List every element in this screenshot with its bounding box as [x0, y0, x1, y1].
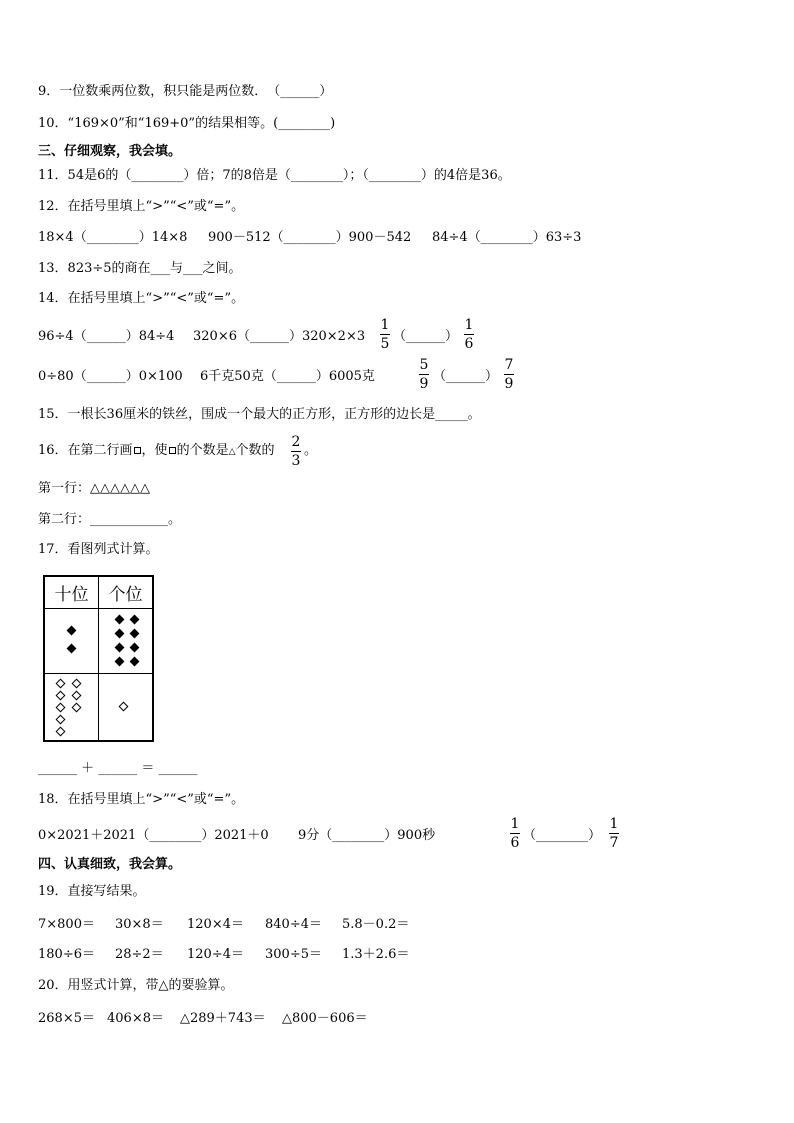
- q12-item-a: 18×4（________）14×8: [38, 230, 188, 245]
- fraction-one-seventh: 1 7: [609, 816, 619, 851]
- tens-hollow-dots: [44, 674, 99, 742]
- question-16: 16．在第二行画 ，使 的个数是△个数的: [38, 443, 275, 458]
- calc-item: △289＋743＝: [180, 1011, 266, 1026]
- small-triangle-icon: △: [228, 447, 236, 457]
- header-ones: 个位: [99, 576, 154, 609]
- tens-filled-dots: [44, 609, 99, 674]
- question-19: 19．直接写结果。: [38, 884, 146, 899]
- q14-item-a: 96÷4（______）84÷4: [38, 329, 175, 344]
- question-13: 13．823÷5的商在___与___之间。: [38, 261, 242, 276]
- place-value-table: [43, 575, 154, 742]
- fraction-one-fifth: 1 5: [380, 317, 390, 352]
- question-10: 10．“169×0”和“169+0”的结果相等。(________): [38, 116, 336, 131]
- question-9: 9．一位数乘两位数，积只能是两位数． （______）: [38, 84, 333, 99]
- q12-item-b: 900－512（________）900－542: [208, 230, 412, 245]
- ones-filled-dots: [99, 609, 154, 674]
- q14-item-b: 320×6（______）320×2×3: [193, 329, 366, 344]
- equation-17: ______ ＋ ______ ＝ ______: [38, 761, 198, 776]
- small-square-icon: [169, 447, 176, 454]
- small-square-icon: [134, 447, 141, 454]
- fraction-one-sixth-b: 1 6: [510, 816, 520, 851]
- header-tens: 十位: [44, 576, 99, 609]
- q14-item-f-blank: （______）: [433, 369, 499, 384]
- fraction-one-sixth: 1 6: [464, 317, 474, 352]
- ones-hollow-dots: [99, 674, 154, 742]
- calc-item: 28÷2＝: [115, 947, 164, 962]
- question-20: 20．用竖式计算，带△的要验算。: [38, 978, 234, 993]
- q14-item-d: 0÷80（______）0×100: [38, 369, 183, 384]
- calc-item: 840÷4＝: [265, 917, 322, 932]
- calc-item: 30×8＝: [115, 917, 164, 932]
- calc-item: 7×800＝: [38, 917, 95, 932]
- q14-item-e: 6千克50克（______）6005克: [200, 369, 375, 384]
- fraction-seven-ninths: 7 9: [504, 357, 514, 392]
- row-one: 第一行：△△△△△△: [38, 481, 150, 496]
- calc-item: 1.3＋2.6＝: [342, 947, 410, 962]
- calc-item: 120÷4＝: [187, 947, 244, 962]
- calc-item: 406×8＝: [107, 1011, 164, 1026]
- fraction-two-thirds: 2 3: [291, 434, 301, 469]
- question-15: 15．一根长36厘米的铁丝，围成一个最大的正方形，正方形的边长是_____。: [38, 407, 481, 422]
- question-11: 11．54是6的（________）倍；7的8倍是（________）；（________）的4倍是36。: [38, 168, 511, 183]
- question-12: 12．在括号里填上“>”“<”或“=”。: [38, 199, 245, 214]
- q12-item-c: 84÷4（________）63÷3: [432, 230, 582, 245]
- calc-item: 5.8－0.2＝: [342, 917, 410, 932]
- row-two: 第二行：____________。: [38, 512, 182, 527]
- calc-item: 300÷5＝: [265, 947, 322, 962]
- question-17: 17．看图列式计算。: [38, 542, 159, 557]
- q18-item-a: 0×2021＋2021（________）2021＋0: [38, 828, 269, 843]
- question-18: 18．在括号里填上“>”“<”或“=”。: [38, 792, 245, 807]
- question-14: 14．在括号里填上“>”“<”或“=”。: [38, 291, 245, 306]
- section-4-heading: 四、认真细致，我会算。: [38, 857, 182, 872]
- calc-item: △800－606＝: [282, 1011, 368, 1026]
- fraction-five-ninths: 5 9: [419, 357, 429, 392]
- q18-item-b: 9分（________）900秒: [298, 828, 436, 843]
- q18-item-c-blank: （________）: [523, 828, 602, 843]
- calc-item: 180÷6＝: [38, 947, 95, 962]
- q16-period: 。: [304, 443, 318, 458]
- calc-item: 120×4＝: [187, 917, 244, 932]
- calc-item: 268×5＝: [38, 1011, 95, 1026]
- section-3-heading: 三、仔细观察，我会填。: [38, 144, 182, 159]
- q14-item-c-blank: （______）: [393, 329, 459, 344]
